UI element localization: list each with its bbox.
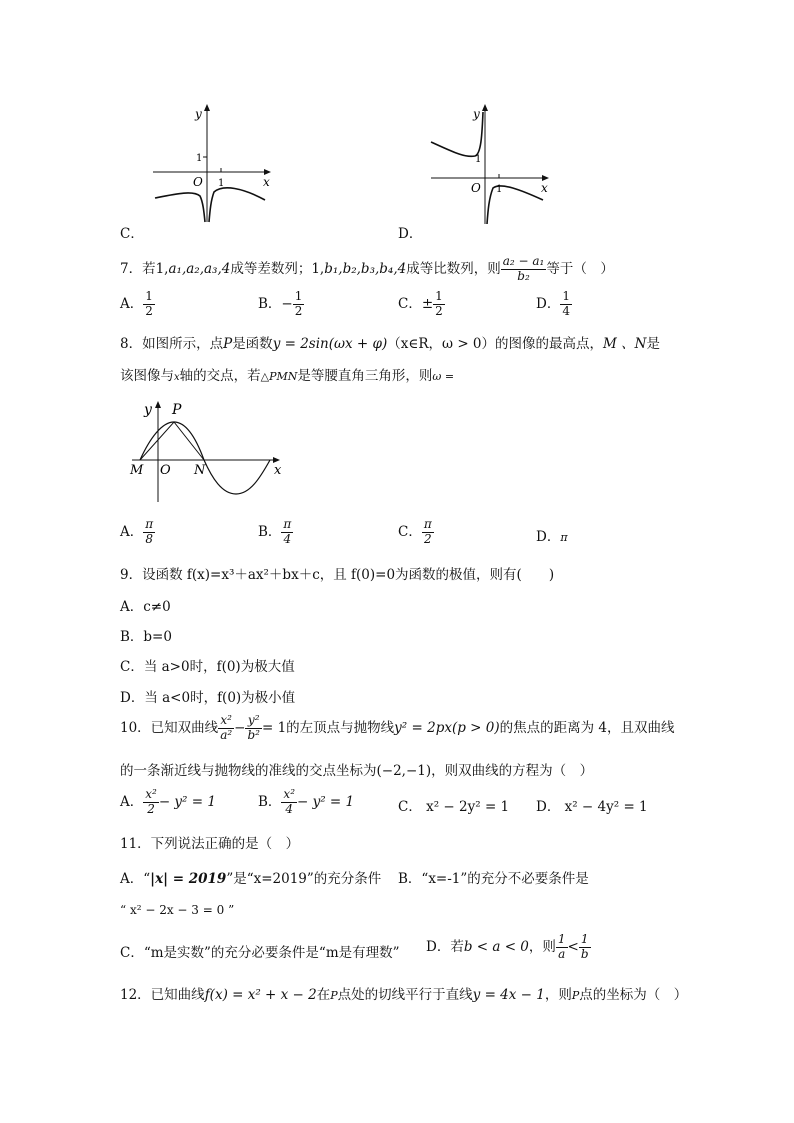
graph-c <box>145 100 275 228</box>
q9-stem: 9．设函数 f(x)=x³＋ax²＋bx＋c，且 f(0)=0为函数的极值，则有( ) <box>120 567 555 583</box>
q11-option-b-cont: “ x² − 2x − 3 = 0 ” <box>120 903 235 917</box>
q8-sine-graph <box>128 398 288 504</box>
q7-option-c: C．± $\frac{1}{2}$ <box>398 289 443 318</box>
q8-graph-m: M <box>130 463 144 478</box>
q8-line1: 8．如图所示，点P是函数y = 2sin(ωx + φ)（x∈R，ω > 0）的图像的最高点，M 、N是 <box>120 336 660 352</box>
q8-graph-o: O <box>160 463 171 478</box>
graph-d-origin: O <box>471 181 481 195</box>
q8-line2: 该图像与x轴的交点，若△PMN是等腰直角三角形，则ω = <box>120 368 455 384</box>
q7-option-a: A． $\frac{1}{2}$ <box>120 289 153 318</box>
q8-graph-n: N <box>194 463 206 478</box>
graph-d-label: D． <box>398 226 423 242</box>
q7-fraction: $\frac{\text{a₂ − a₁}}{\text{b₂}}$ <box>502 254 545 283</box>
graph-c-origin: O <box>193 175 203 189</box>
q8-graph-y: y <box>144 402 152 418</box>
q8-option-a: A． $\frac{\pi}{8}$ <box>120 517 154 546</box>
q7-option-d: D． $\frac{1}{4}$ <box>536 289 570 318</box>
q9-option-c: C．当 a>0时，f(0)为极大值 <box>120 659 295 675</box>
q11-stem: 11．下列说法正确的是（ ） <box>120 836 300 852</box>
graph-d-x-label: x <box>541 181 548 195</box>
graph-d <box>425 100 555 228</box>
graph-d-tick-x: 1 <box>496 184 503 195</box>
q12-stem: 12．已知曲线f(x) = x² + x − 2在P点处的切线平行于直线y = 4x − 1，则P点的坐标为（ ） <box>120 987 688 1003</box>
q9-option-b: B．b=0 <box>120 629 172 645</box>
q8-graph-p: P <box>172 402 182 418</box>
q9-option-a: A．c≠0 <box>120 599 171 615</box>
q11-option-c: C．“m是实数”的充分必要条件是“m是有理数” <box>120 945 400 961</box>
q10-option-d: D． x² − 4y² = 1 <box>536 799 648 815</box>
q10-line1: 10．已知双曲线 $\frac{\text{x²}}{\text{a²}}$ − $\frac{\text{y²}}{\text{b²}}$ = 1的左顶点与抛物线y² = 2px(p > 0)的焦点的距离为 4，且双曲线 <box>120 713 675 742</box>
graph-d-y-label: y <box>473 107 480 121</box>
graph-c-y-label: y <box>195 107 202 121</box>
q10-option-a: A． $\frac{\text{x²}}{2}$ − y² = 1 <box>120 787 216 816</box>
q7-stem: 7．若1,a₁,a₂,a₃,4成等差数列；1,b₁,b₂,b₃,b₄,4成等比数列，则 $\frac{\text{a₂ − a₁}}{\text{b₂}}$ 等于（ ） <box>120 254 614 283</box>
q8-option-d: D．π <box>536 529 568 545</box>
graph-c-tick-x: 1 <box>218 178 225 189</box>
q9-option-d: D．当 a<0时，f(0)为极小值 <box>120 690 296 706</box>
q8-option-b: B． $\frac{\pi}{4}$ <box>258 517 292 546</box>
graph-d-tick-y: 1 <box>475 154 482 165</box>
q11-option-a: A．“|x| = 2019”是“x=2019”的充分条件 <box>120 871 382 887</box>
q10-option-b: B． $\frac{\text{x²}}{4}$ − y² = 1 <box>258 787 355 816</box>
q10-option-c: C． x² − 2y² = 1 <box>398 799 510 815</box>
q10-line2: 的一条渐近线与抛物线的准线的交点坐标为(−2,−1)，则双曲线的方程为（ ） <box>120 763 594 779</box>
graph-c-label: C． <box>120 226 144 242</box>
q11-option-d: D．若b < a < 0，则 $\frac{1}{a}$ < $\frac{1}{b}$ <box>426 932 589 961</box>
q8-option-c: C． $\frac{\pi}{2}$ <box>398 517 432 546</box>
q7-option-b: B．− $\frac{1}{2}$ <box>258 289 303 318</box>
graph-c-tick-y: 1 <box>196 153 203 164</box>
q8-graph-x: x <box>274 463 282 478</box>
graph-c-x-label: x <box>263 175 270 189</box>
q11-option-b: B．“x=-1”的充分不必要条件是 <box>398 871 589 887</box>
